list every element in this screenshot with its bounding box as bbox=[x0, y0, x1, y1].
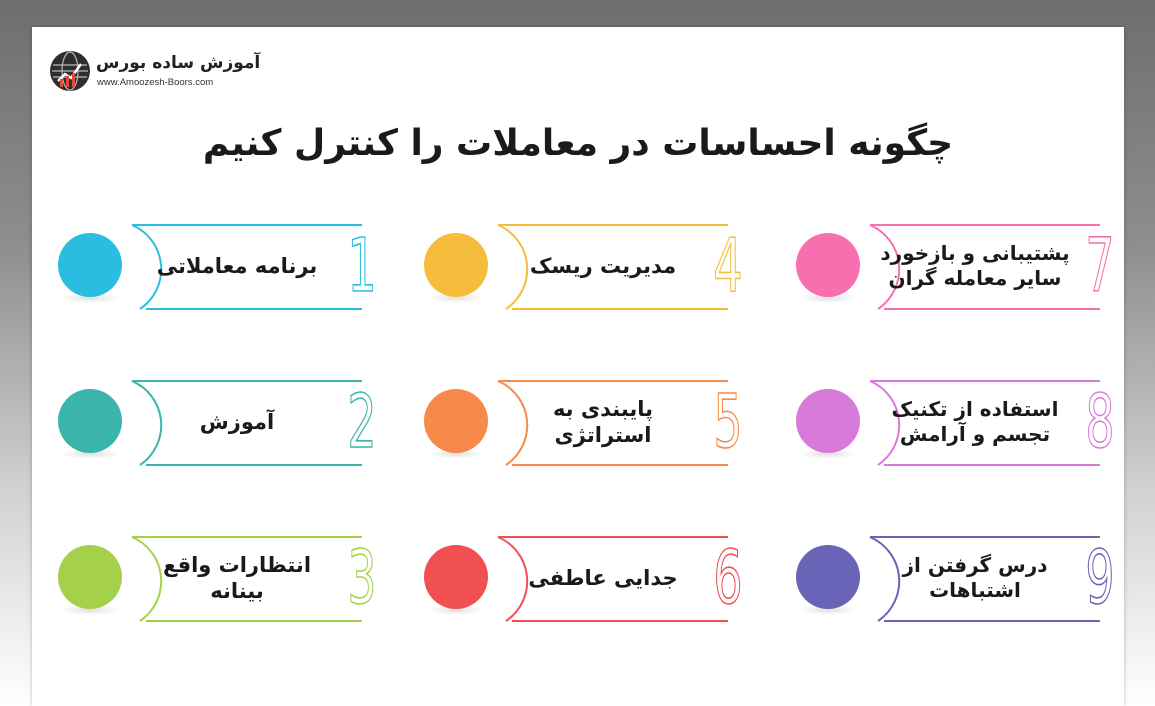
item-number: 7 bbox=[1085, 223, 1115, 309]
color-dot bbox=[58, 233, 122, 297]
color-dot bbox=[424, 545, 488, 609]
list-item bbox=[788, 221, 1115, 311]
item-label: پشتیبانی و بازخورد سایر معامله گران bbox=[880, 241, 1070, 290]
color-dot bbox=[424, 389, 488, 453]
list-item bbox=[50, 377, 377, 467]
item-label: جدایی عاطفی bbox=[528, 565, 678, 590]
item-number: 9 bbox=[1085, 535, 1115, 621]
color-dot bbox=[796, 545, 860, 609]
item-number: 2 bbox=[347, 379, 377, 465]
item-label: برنامه معاملاتی bbox=[156, 253, 318, 278]
list-item bbox=[416, 533, 743, 623]
color-dot bbox=[58, 545, 122, 609]
color-dot bbox=[58, 389, 122, 453]
color-dot bbox=[424, 233, 488, 297]
item-number: 6 bbox=[713, 535, 743, 621]
list-item bbox=[788, 377, 1115, 467]
item-number: 3 bbox=[347, 535, 377, 621]
item-number: 5 bbox=[713, 379, 743, 465]
item-label: انتظارات واقع بینانه bbox=[162, 552, 312, 603]
item-label: استفاده از تکنیک تجسم و آرامش bbox=[891, 397, 1059, 446]
color-dot bbox=[796, 233, 860, 297]
list-item bbox=[788, 533, 1115, 623]
item-label: مدیریت ریسک bbox=[529, 253, 677, 278]
item-number: 1 bbox=[347, 223, 377, 309]
item-label: درس گرفتن از اشتباهات bbox=[902, 553, 1048, 602]
site-logo[interactable] bbox=[50, 47, 261, 97]
color-dot bbox=[796, 389, 860, 453]
page-title: چگونه احساسات در معاملات را کنترل کنیم bbox=[202, 123, 954, 164]
item-label: آموزش bbox=[199, 409, 275, 434]
list-item bbox=[416, 377, 743, 467]
list-item bbox=[50, 221, 377, 311]
list-item bbox=[416, 221, 743, 311]
item-label: پایبندی به استراتژی bbox=[552, 396, 654, 447]
list-item bbox=[50, 533, 377, 623]
item-number: 8 bbox=[1085, 379, 1115, 465]
logo-url: www.Amoozesh-Boors.com bbox=[97, 77, 214, 88]
logo-title: آموزش ساده بورس bbox=[96, 53, 261, 73]
globe-chart-icon bbox=[50, 51, 90, 91]
infographic-card bbox=[32, 27, 1124, 706]
item-number: 4 bbox=[713, 223, 743, 309]
